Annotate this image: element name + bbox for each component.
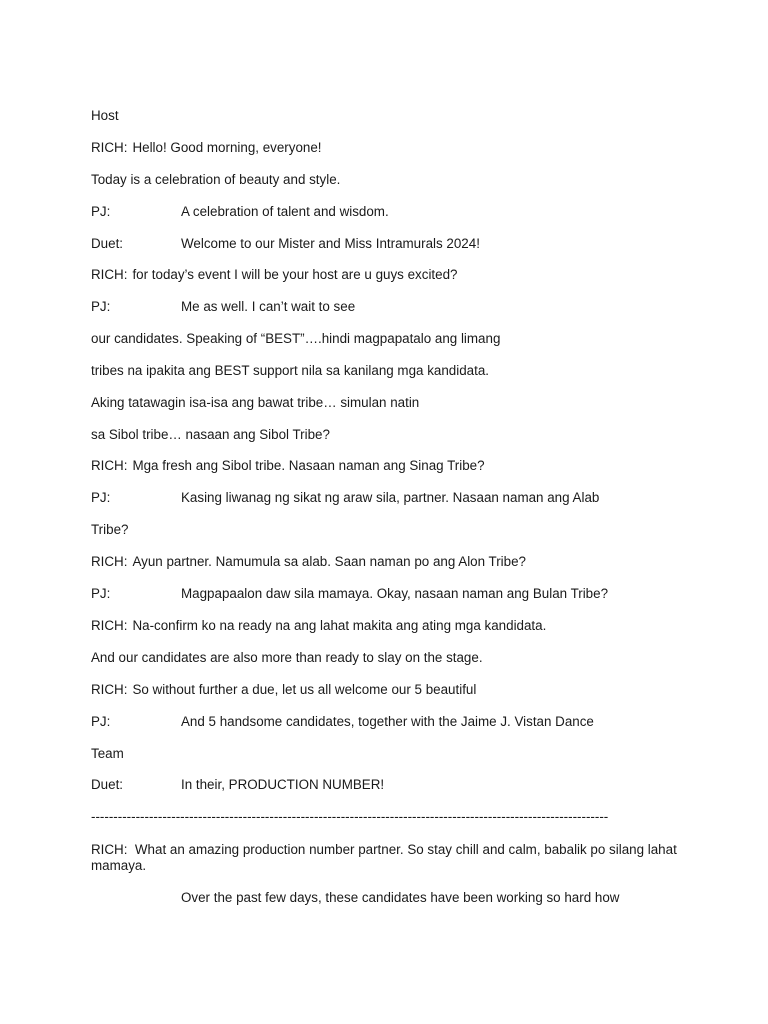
line-rich: [91, 682, 691, 698]
dialogue-text: Ayun partner. Namumula sa alab. Saan naman po ang Alon Tribe?: [132, 554, 526, 569]
speaker-label: PJ:: [91, 714, 111, 729]
line-text: sa Sibol tribe… nasaan ang Sibol Tribe?: [91, 427, 330, 442]
dialogue-text: What an amazing production number partner. So stay chill and calm, babalik po silang lahat mamaya.: [91, 842, 677, 873]
speaker-label: RICH:: [91, 682, 128, 697]
speaker-label: Duet:: [91, 236, 124, 251]
speaker-label: RICH:: [91, 618, 128, 633]
dialogue-text: In their, PRODUCTION NUMBER!: [181, 777, 385, 792]
line-rich: [91, 554, 691, 570]
speaker-label: PJ:: [91, 586, 111, 601]
separator-line: --------------------------------------------------------------------------------------------------------------------: [91, 809, 609, 824]
dialogue-text: Mga fresh ang Sibol tribe. Nasaan naman ang Sinag Tribe?: [132, 458, 485, 473]
line-text: Aking tatawagin isa-isa ang bawat tribe… simulan natin: [91, 395, 420, 410]
dialogue-text: Welcome to our Mister and Miss Intramurals 2024!: [181, 236, 480, 251]
dialogue-text: Magpapaalon daw sila mamaya. Okay, nasaan naman ang Bulan Tribe?: [181, 586, 609, 601]
dialogue-text: Hello! Good morning, everyone!: [132, 140, 322, 155]
line-text: tribes na ipakita ang BEST support nila sa kanilang mga kandidata.: [91, 363, 489, 378]
speaker-label: PJ:: [91, 490, 111, 505]
line-rich: [91, 842, 681, 874]
dialogue-text: So without further a due, let us all welcome our 5 beautiful: [132, 682, 477, 697]
dialogue-text: And 5 handsome candidates, together with the Jaime J. Vistan Dance: [181, 714, 594, 729]
line-text: Today is a celebration of beauty and style.: [91, 172, 341, 187]
line-pj: [91, 714, 691, 730]
line-text: And our candidates are also more than ready to slay on the stage.: [91, 650, 483, 665]
line-pj: [91, 299, 691, 315]
speaker-label: RICH:: [91, 140, 128, 155]
line-duet: [91, 236, 691, 252]
line-indented-text: Over the past few days, these candidates have been working so hard how: [181, 890, 620, 905]
dialogue-text: for today’s event I will be your host are u guys excited?: [132, 267, 458, 282]
speaker-label: RICH:: [91, 458, 128, 473]
speaker-label: RICH:: [91, 554, 128, 569]
line-duet: [91, 777, 691, 793]
line-rich: [91, 140, 691, 156]
line-rich: [91, 267, 691, 283]
line-pj: [91, 586, 691, 602]
line-text: our candidates. Speaking of “BEST”….hindi magpapatalo ang limang: [91, 331, 501, 346]
dialogue-text: Kasing liwanag ng sikat ng araw sila, partner. Nasaan naman ang Alab: [181, 490, 600, 505]
line-text: Tribe?: [91, 522, 129, 537]
line-pj: [91, 490, 691, 506]
speaker-label: PJ:: [91, 299, 111, 314]
speaker-label: Duet:: [91, 777, 124, 792]
line-rich: [91, 458, 691, 474]
line-text: Team: [91, 746, 124, 761]
line-pj: [91, 204, 691, 220]
line-rich: [91, 618, 691, 634]
dialogue-text: Na-confirm ko na ready na ang lahat makita ang ating mga kandidata.: [132, 618, 547, 633]
speaker-label: PJ:: [91, 204, 111, 219]
speaker-label: RICH:: [91, 842, 128, 857]
dialogue-text: Me as well. I can’t wait to see: [181, 299, 356, 314]
speaker-label: RICH:: [91, 267, 128, 282]
dialogue-text: A celebration of talent and wisdom.: [181, 204, 389, 219]
line-host-heading: Host: [91, 108, 119, 123]
